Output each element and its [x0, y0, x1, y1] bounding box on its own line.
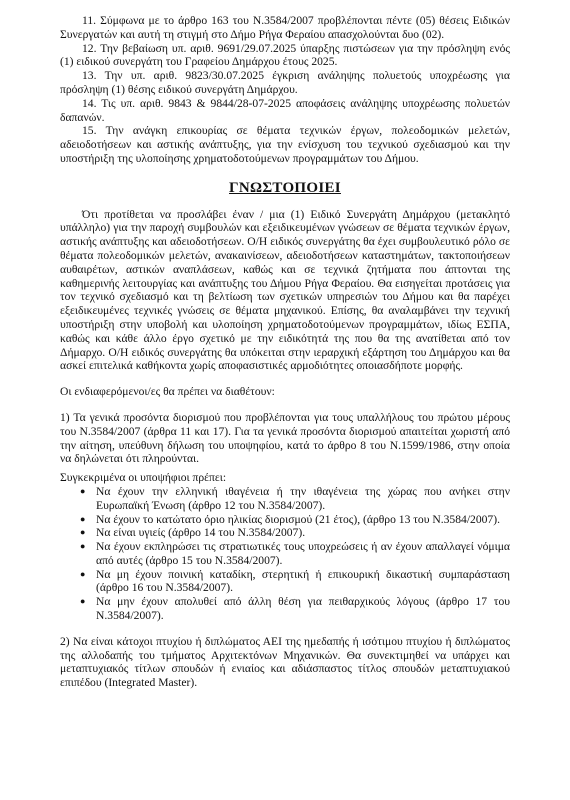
qualification-1: 1) Τα γενικά προσόντα διορισμού που προβλέπονται για τους υπαλλήλους του πρώτου μέρους του Ν.3584/2007 (άρθρα 11 και 17). Για τα γενικά προσόντα διορισμού απαιτείται χωριστή από την αίτηση, υπεύθυνη δήλωση του υποψηφίου, κατά το άρθρο 8 του Ν.1599/1986, στην οποία να δηλώνεται ότι πληρούνται. [60, 410, 510, 466]
requirement-item: ● Να έχουν την ελληνική ιθαγένεια ή την ιθαγένεια της χώρας που ανήκει στην Ευρωπαϊκή Ένωση (άρθρο 12 του Ν.3584/2007). [80, 485, 510, 513]
consideration-13: 13. Την υπ. αριθ. 9823/30.07.2025 έγκριση ανάληψης πολυετούς υποχρέωσης για πρόσληψη (1) θέσης ειδικού συνεργάτη Δημάρχου. [60, 69, 510, 96]
consideration-14: 14. Τις υπ. αριθ. 9843 & 9844/28-07-2025 αποφάσεις ανάληψης υποχρέωσης πολυετών δαπανών. [60, 96, 510, 124]
interested-intro: Οι ενδιαφερόμενοι/ες θα πρέπει να διαθέτουν: [60, 385, 275, 399]
requirement-item: ● Να μη έχουν ποινική καταδίκη, στερητική ή επικουρική δικαστική συμπαράσταση (άρθρο 16 του Ν.3584/2007). [80, 568, 510, 596]
announce-title-wrap [60, 179, 510, 196]
consideration-11: 11. Σύμφωνα με το άρθρο 163 του Ν.3584/2007 προβλέπονται πέντε (05) θέσεις Ειδικών Συνεργατών και αυτή τη στιγμή στο Δήμο Ρήγα Φεραίου απασχολούνται δυο (02). [60, 14, 510, 41]
qualification-2: 2) Να είναι κάτοχοι πτυχίου ή διπλώματος ΑΕΙ της ημεδαπής ή ισότιμου πτυχίου ή διπλώματος της αλλοδαπής του τμήματος Αρχιτεκτόνων Μηχανικών. Θα συνεκτιμηθεί να υπάρχει και μεταπτυχιακός τίτλων σπουδών ή ενιαίος και αδιάσπαστος τίτλος σπουδών μεταπτυχιακού επιπέδου (Integrated Master). [60, 634, 510, 690]
requirement-item: ● Να μην έχουν απολυθεί από άλλη θέση για πειθαρχικούς λόγους (άρθρο 17 του Ν.3584/2007). [80, 595, 510, 623]
announce-title: ΓΝΩΣΤΟΠΟΙΕΙ [229, 179, 341, 196]
requirement-item: ● Να έχουν το κατώτατο όριο ηλικίας διορισμού (21 έτος), (άρθρο 13 του Ν.3584/2007). [80, 513, 510, 527]
requirements-list [60, 485, 510, 623]
requirement-item: ● Να έχουν εκπληρώσει τις στρατιωτικές τους υποχρεώσεις ή αν έχουν απαλλαγεί νόμιμα από αυτές (άρθρο 15 του Ν.3584/2007). [80, 540, 510, 568]
requirement-item: ● Να είναι υγιείς (άρθρο 14 του Ν.3584/2007). [80, 526, 510, 540]
consideration-12: 12. Την βεβαίωση υπ. αριθ. 9691/29.07.2025 ύπαρξης πιστώσεων για την πρόσληψη ενός (1) ειδικού συνεργάτη του Γραφείου Δημάρχου έτους 2025. [60, 41, 510, 69]
requirements-intro: Συγκεκριμένα οι υποψήφιοι πρέπει: [60, 471, 227, 485]
announce-paragraph: Ότι προτίθεται να προσλάβει έναν / μια (1) Ειδικό Συνεργάτη Δημάρχου (μετακλητό υπάλληλο) για την παροχή συμβουλών και εξειδικευμένων γνώσεων σε θέματα τεχνικών έργων, αστικής ανάπτυξης και αδειοδοτήσεων. Ο/Η ειδικός συνεργάτης θα έχει συμβουλευτικό ρόλο σε θέματα πολεοδομικών μελετών, ανακαινίσεων, αδειοδοτήσεων καταστημάτων, τακτοποιήσεων αυθαιρέτων, αστικών αναπλάσεων, καθώς και σε τεχνικά ζητήματα που άπτονται της καθημερινής λειτουργίας και ανάπτυξης του Δήμου Ρήγα Φεραίου. Θα εισηγείται προτάσεις για τον τεχνικό σχεδιασμό και τη βελτίωση των σχετικών υπηρεσιών του Δήμου και θα παρέχει εξειδικευμένες τεχνικές γνώσεις σε θέματα μηχανικού. Επίσης, θα αναλαμβάνει την τεχνική υποστήριξη στην υποβολή και υλοποίηση χρηματοδοτούμενων προγραμμάτων, ιδίως ΕΣΠΑ, καθώς και κάθε άλλο έργο σχετικό με την ειδικότητά της που θα της ανατίθεται από τον Δήμαρχο. Ο/Η ειδικός συνεργάτης θα υπόκειται στην ιεραρχική εξάρτηση του Δημάρχου και θα ασκεί επιτελικά καθήκοντα χωρίς αποφασιστικές αρμοδιότητες οποιασδήποτε μορφής. [60, 207, 510, 373]
consideration-15: 15. Την ανάγκη επικουρίας σε θέματα τεχνικών έργων, πολεοδομικών μελετών, αδειοδοτήσεων και αστικής ανάπτυξης, για την ενίσχυση του τεχνικού σχεδιασμού και την υποστήριξη της υλοποίησης χρηματοδοτούμενων προγραμμάτων του Δήμου. [60, 124, 510, 165]
